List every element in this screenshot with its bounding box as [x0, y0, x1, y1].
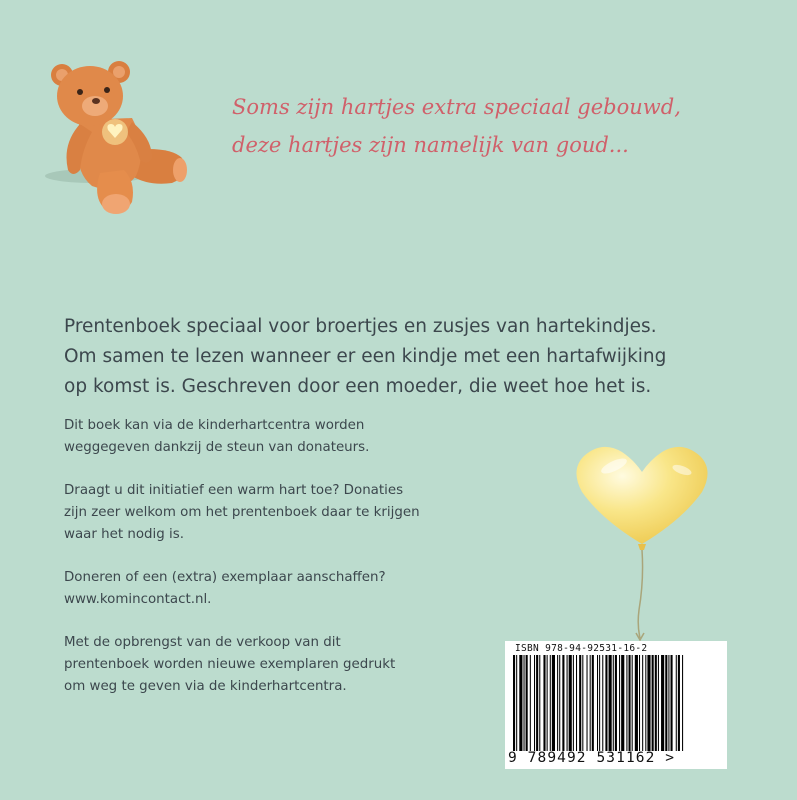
ean-digits: 9 789492 531162 > — [508, 750, 676, 766]
text-line: Doneren of een (extra) exemplaar aanschaffen? — [64, 570, 386, 585]
barcode-bar — [557, 655, 558, 751]
isbn-label: ISBN 978-94-92531-16-2 — [515, 643, 648, 654]
barcode-bar — [579, 655, 581, 751]
barcode-bar — [543, 655, 545, 751]
barcode-bar — [647, 655, 650, 751]
tagline-line-2: deze hartjes zijn namelijk van goud... — [232, 133, 629, 157]
barcode-bar — [665, 655, 667, 751]
heart-balloon-icon — [572, 440, 712, 645]
paragraph-donors — [64, 415, 534, 459]
barcode-bar — [559, 655, 560, 751]
intro-line-1: Prentenboek speciaal voor broertjes en zusjes van hartekindjes. — [64, 316, 657, 337]
barcode-bar — [536, 655, 538, 751]
barcode-bar — [652, 655, 654, 751]
barcode-bar — [513, 655, 515, 751]
barcode-bar — [599, 655, 600, 751]
tagline — [232, 88, 752, 164]
barcode-bar — [605, 655, 607, 751]
text-line: om weg te geven via de kinderhartcentra. — [64, 679, 347, 694]
barcode-bar — [619, 655, 620, 751]
intro-paragraph — [64, 312, 744, 402]
barcode-bar — [676, 655, 677, 751]
barcode-bar — [562, 655, 564, 751]
barcode-bar — [534, 655, 535, 751]
barcode-bar — [519, 655, 522, 751]
barcode-bar — [602, 655, 603, 751]
text-line: weggegeven dankzij de steun van donateurs. — [64, 440, 370, 455]
barcode-bar — [682, 655, 683, 751]
barcode-bar — [524, 655, 525, 751]
barcode-bar — [573, 655, 574, 751]
barcode-bar — [550, 655, 551, 751]
tagline-line-1: Soms zijn hartjes extra speciaal gebouwd, — [232, 95, 681, 119]
barcode-bar — [569, 655, 572, 751]
barcode-bar — [613, 655, 614, 751]
barcode-bar — [587, 655, 588, 751]
paragraph-donations — [64, 480, 534, 546]
barcode-bar — [547, 655, 548, 751]
barcode-bar — [567, 655, 568, 751]
barcode-bar — [597, 655, 598, 751]
paragraph-proceeds — [64, 632, 534, 698]
paragraph-website — [64, 567, 534, 611]
barcode-bar — [678, 655, 680, 751]
teddy-bear-icon — [40, 58, 190, 218]
body-text — [64, 415, 534, 719]
intro-line-3: op komst is. Geschreven door een moeder, die weet hoe het is. — [64, 376, 652, 397]
barcode-bars — [509, 655, 723, 751]
barcode-bar — [635, 655, 638, 751]
barcode-bar — [530, 655, 531, 751]
barcode-bar — [526, 655, 528, 751]
text-line: waar het nodig is. — [64, 527, 184, 542]
barcode-bar — [609, 655, 612, 751]
intro-line-2: Om samen te lezen wanneer er een kindje met een hartafwijking — [64, 346, 667, 367]
barcode-bar — [615, 655, 617, 751]
barcode-bar — [621, 655, 624, 751]
text-line: zijn zeer welkom om het prentenboek daar te krijgen — [64, 505, 420, 520]
text-line: prentenboek worden nieuwe exemplaren gedrukt — [64, 657, 396, 672]
barcode-bar — [632, 655, 633, 751]
text-line: Dit boek kan via de kinderhartcentra worden — [64, 418, 365, 433]
website-link[interactable]: www.komincontact.nl. — [64, 592, 212, 607]
text-line: Met de opbrengst van de verkoop van dit — [64, 635, 341, 650]
barcode-bar — [592, 655, 594, 751]
barcode-bar — [539, 655, 540, 751]
barcode-bar — [658, 655, 659, 751]
barcode-bar — [668, 655, 669, 751]
barcode-bar — [576, 655, 577, 751]
barcode-bar — [671, 655, 673, 751]
isbn-barcode — [505, 641, 727, 769]
barcode-bar — [590, 655, 591, 751]
barcode-bar — [626, 655, 627, 751]
barcode-bar — [629, 655, 631, 751]
barcode-bar — [516, 655, 517, 751]
barcode-bar — [582, 655, 583, 751]
barcode-bar — [655, 655, 657, 751]
barcode-bar — [639, 655, 640, 751]
barcode-bar — [645, 655, 646, 751]
barcode-bar — [642, 655, 643, 751]
text-line: Draagt u dit initiatief een warm hart toe? Donaties — [64, 483, 404, 498]
barcode-bar — [661, 655, 664, 751]
barcode-bar — [552, 655, 555, 751]
